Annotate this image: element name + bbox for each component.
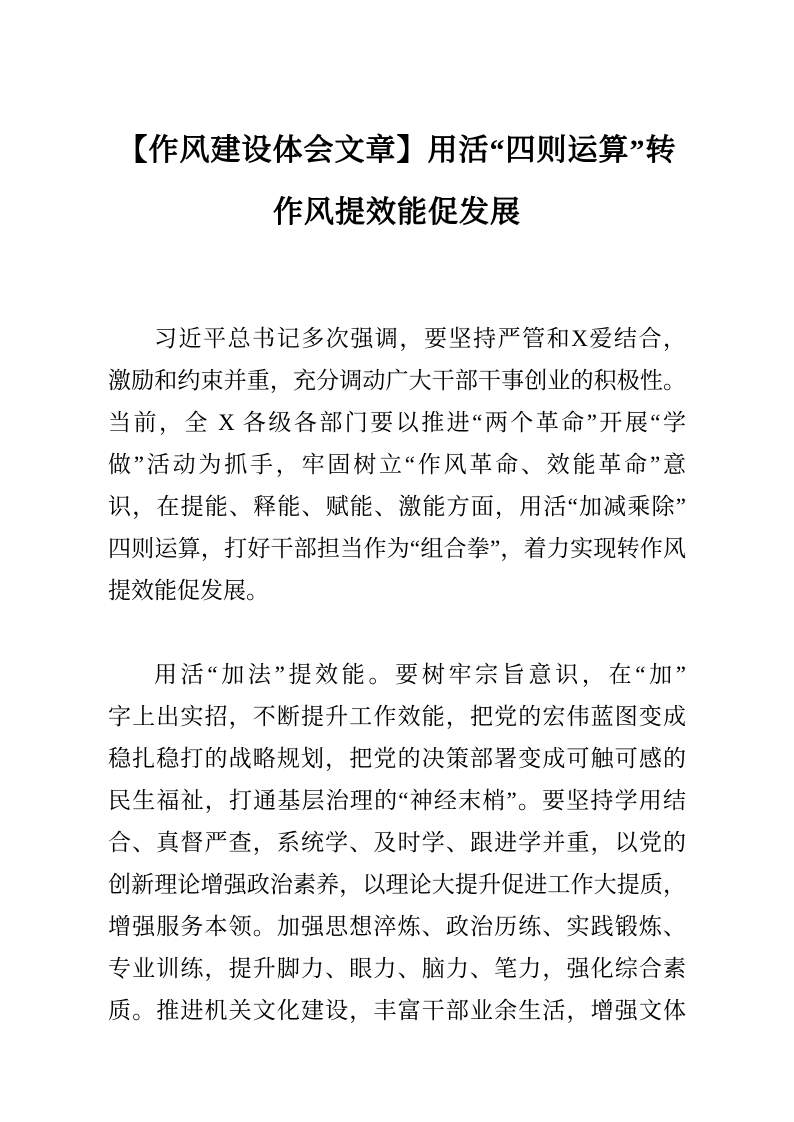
- text-line: 习近平总书记多次强调，要坚持严管和X爱结合，: [154, 326, 686, 351]
- text-line: 稳扎稳打的战略规划，把党的决策部署变成可触可感的: [108, 746, 686, 771]
- text-line: 当前，全 X 各级各部门要以推进“两个革命”开展“学: [108, 410, 686, 435]
- text-line: 识，在提能、释能、赋能、激能方面，用活“加减乘除”: [108, 494, 686, 519]
- text-line: 创新理论增强政治素养，以理论大提升促进工作大提质，: [108, 872, 686, 897]
- title-line-1: 【作风建设体会文章】用活“四则运算”转: [117, 134, 677, 167]
- text-line: 专业训练，提升脚力、眼力、脑力、笔力，强化综合素: [108, 956, 686, 981]
- title-line-2: 作风提效能促发展: [273, 196, 521, 229]
- text-line: 四则运算，打好干部担当作为“组合拳”，着力实现转作风: [108, 536, 686, 561]
- text-line: 做”活动为抓手，牢固树立“作风革命、效能革命”意: [108, 452, 686, 477]
- text-line: 提效能促发展。: [108, 578, 269, 603]
- text-line: 合、真督严查，系统学、及时学、跟进学并重，以党的: [108, 830, 686, 855]
- text-line: 字上出实招，不断提升工作效能，把党的宏伟蓝图变成: [108, 704, 686, 729]
- paragraph-2: [108, 654, 686, 1032]
- text-line: 质。推进机关文化建设，丰富干部业余生活，增强文体: [108, 998, 686, 1023]
- paragraph-1: [108, 318, 686, 612]
- text-line: 增强服务本领。加强思想淬炼、政治历练、实践锻炼、: [108, 914, 686, 939]
- document-body: [108, 318, 686, 1032]
- document-title: [0, 120, 794, 244]
- text-line: 激励和约束并重，充分调动广大干部干事创业的积极性。: [108, 368, 686, 393]
- text-line: 用活“加法”提效能。要树牢宗旨意识，在“加”: [154, 662, 686, 687]
- text-line: 民生福祉，打通基层治理的“神经末梢”。要坚持学用结: [108, 788, 686, 813]
